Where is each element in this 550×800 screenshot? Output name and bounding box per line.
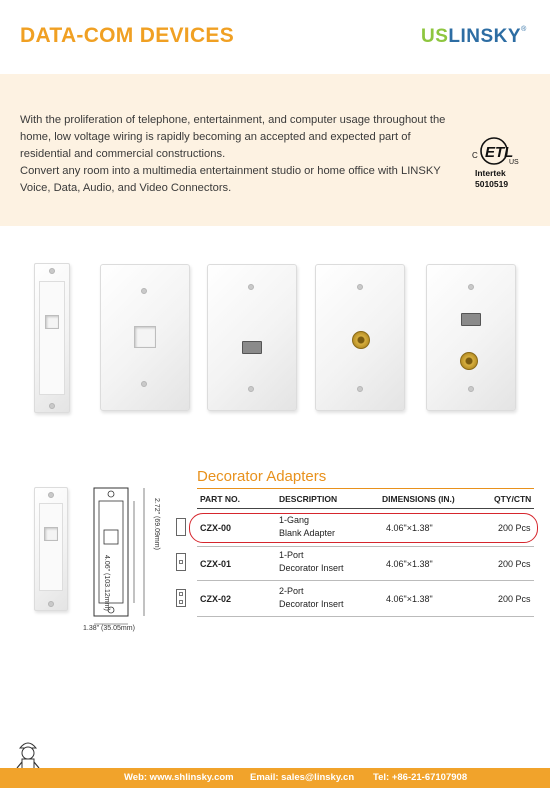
table-cell-part: CZX-01 [200,559,232,569]
intro-band [0,74,550,226]
table-cell-dimensions: 4.06"×1.38" [386,523,433,533]
col-header-part: PART NO. [200,494,240,504]
part-thumbnail-1-port [176,553,186,571]
dimension-drawing [80,484,160,634]
contact-footer [0,768,550,788]
cert-lab: Intertek [475,168,506,178]
inner-dimension-label: 2.72" (69.09mm) [153,498,160,550]
col-header-description: DESCRIPTION [279,494,338,504]
table-cell-desc-line2: Decorator Insert [279,563,344,573]
footer-email: Email: sales@linsky.cn [250,772,355,783]
intro-paragraph-1: With the proliferation of telephone, entertainment, and computer usage throughout the home, low voltage wiring is rapidly becoming an accepted and expected part of residential and commercial constructions. [20,114,446,160]
table-cell-qty: 200 Pcs [498,594,531,604]
title-divider [197,488,534,489]
highlighted-row-outline [189,513,538,543]
table-cell-dimensions: 4.06"×1.38" [386,594,433,604]
intro-paragraph-2: Convert any room into a multimedia entertainment studio or home office with LINSKY Voice, Data, Audio, and Video Connectors. [20,165,441,194]
table-cell-desc-line2: Blank Adapter [279,528,336,538]
row-divider [197,616,534,617]
height-dimension-label: 4.06" (103.12mm) [103,555,110,611]
table-cell-desc-line1: 1-Port [279,550,304,560]
row-divider [197,546,534,547]
table-cell-desc-line1: 2-Port [279,586,304,596]
table-cell-dimensions: 4.06"×1.38" [386,559,433,569]
footer-web: Web: www.shlinsky.com [124,772,234,783]
svg-text:ETL: ETL [485,144,514,161]
col-header-qty: QTY/CTN [494,494,532,504]
table-cell-qty: 200 Pcs [498,523,531,533]
header-divider [197,508,534,509]
table-cell-part: CZX-02 [200,594,232,604]
width-dimension-label: 1.38" (35.05mm) [83,625,135,632]
part-thumbnail-2-port [176,589,186,607]
page-title: DATA-COM DEVICES [20,24,235,47]
row-divider [197,580,534,581]
col-header-dimensions: DIMENSIONS (IN.) [382,494,455,504]
etl-certification-mark [470,136,530,189]
svg-text:US: US [509,159,519,166]
table-cell-desc-line2: Decorator Insert [279,599,344,609]
svg-text:C: C [472,151,478,160]
cert-number: 5010519 [475,179,509,189]
table-cell-desc-line1: 1-Gang [279,515,310,525]
etl-logo-icon [470,136,530,168]
part-thumbnail-blank [176,518,186,536]
footer-tel: Tel: +86-21-67107908 [373,772,468,783]
table-cell-qty: 200 Pcs [498,559,531,569]
table-cell-part: CZX-00 [200,523,232,533]
section-title: Decorator Adapters [197,468,327,485]
uslinsky-logo: USLINSKY® [421,26,527,47]
